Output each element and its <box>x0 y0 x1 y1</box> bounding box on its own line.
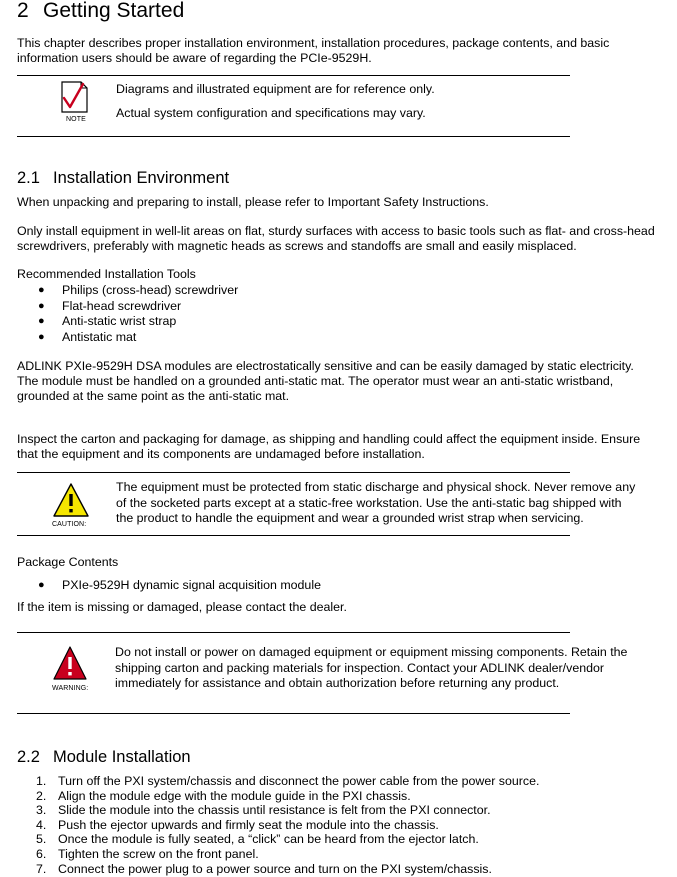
list-item: 6. Tighten the screw on the front panel. <box>36 846 259 861</box>
note-bottom-rule <box>17 136 570 137</box>
chapter-heading <box>17 0 184 22</box>
list-item: 4. Push the ejector upwards and firmly seat the module into the chassis. <box>36 817 439 832</box>
esd-paragraph: ADLINK PXIe-9529H DSA modules are electrostatically sensitive and can be easily damaged by static electricity. The module must be handled on a grounded anti-static mat. The operator must wear an anti-static wristband, grounded at the same point as the anti-static mat. <box>17 359 634 403</box>
list-item: 3. Slide the module into the chassis until resistance is felt from the PXI connector. <box>36 803 491 818</box>
note-check-icon <box>54 80 94 114</box>
warning-icon-label: WARNING: <box>52 685 89 692</box>
section-2-2-number: 2.2 <box>17 748 40 766</box>
tools-heading: Recommended Installation Tools <box>17 267 196 281</box>
list-item: ● Philips (cross-head) screwdriver <box>38 283 239 297</box>
caution-top-rule <box>17 472 570 473</box>
note-icon-label: NOTE <box>66 116 86 123</box>
caution-text: The equipment must be protected from static discharge and physical shock. Never remove any of the socketed parts except at a static-free workstation. Use the anti-static bag shipped with the product to handle the equipment and wear a grounded wrist strap when servicing. <box>116 480 636 525</box>
caution-triangle-icon <box>50 482 94 518</box>
section-2-2-heading <box>17 748 191 766</box>
section-2-2-title: Module Installation <box>53 748 191 766</box>
warning-bottom-rule <box>17 713 570 714</box>
unpacking-paragraph: When unpacking and preparing to install, please refer to Important Safety Instructions. <box>17 195 489 209</box>
inspect-paragraph: Inspect the carton and packaging for damage, as shipping and handling could affect the equipment inside. Ensure that the equipment and its components are undamaged before installation. <box>17 432 641 461</box>
note-icon <box>54 80 94 124</box>
note-text <box>116 82 556 121</box>
warning-top-rule <box>17 632 570 633</box>
note-top-rule <box>17 75 570 76</box>
list-item: 2. Align the module edge with the module guide in the PXI chassis. <box>36 788 411 803</box>
note-line-1: Diagrams and illustrated equipment are for reference only. <box>116 82 435 96</box>
package-list <box>17 578 417 594</box>
missing-note: If the item is missing or damaged, please contact the dealer. <box>17 600 347 614</box>
environment-paragraph: Only install equipment in well-lit areas on flat, sturdy surfaces with access to basic tools such as flat- and cross-head screwdrivers, preferably with magnetic heads as screws and standoffs are small and easily misplaced. <box>17 224 655 253</box>
tools-list <box>17 283 417 345</box>
section-2-1-number: 2.1 <box>17 169 40 187</box>
caution-bottom-rule <box>17 535 570 536</box>
section-2-1-title: Installation Environment <box>53 169 230 187</box>
list-item: ● Flat-head screwdriver <box>38 298 182 313</box>
warning-triangle-icon <box>52 645 96 681</box>
section-2-1-heading <box>17 169 229 187</box>
list-item: 7. Connect the power plug to a power source and turn on the PXI system/chassis. <box>36 861 492 876</box>
package-heading: Package Contents <box>17 555 119 569</box>
list-item: 1. Turn off the PXI system/chassis and disconnect the power cable from the power source. <box>36 774 540 788</box>
installation-steps <box>17 774 657 876</box>
warning-text: Do not install or power on damaged equipment or equipment missing components. Retain the shipping carton and packing materials for inspection. Contact your ADLINK dealer/vendor immediately for assistance and obtain authorization before returning any product. <box>115 645 628 690</box>
warning-icon <box>52 645 96 695</box>
list-item: ● Antistatic mat <box>38 329 137 344</box>
list-item: 5. Once the module is fully seated, a “click” can be heard from the ejector latch. <box>36 832 479 847</box>
list-item: ● Anti-static wrist strap <box>38 314 177 328</box>
note-line-2: Actual system configuration and specifications may vary. <box>116 105 426 120</box>
chapter-number: 2 <box>17 0 29 22</box>
list-item: ● PXIe-9529H dynamic signal acquisition module <box>38 578 321 592</box>
intro-paragraph: This chapter describes proper installation environment, installation procedures, package contents, and basic information users should be aware of regarding the PCIe-9529H. <box>17 36 610 65</box>
caution-icon-label: CAUTION: <box>52 521 87 528</box>
caution-icon <box>50 482 94 530</box>
chapter-title: Getting Started <box>43 0 185 22</box>
